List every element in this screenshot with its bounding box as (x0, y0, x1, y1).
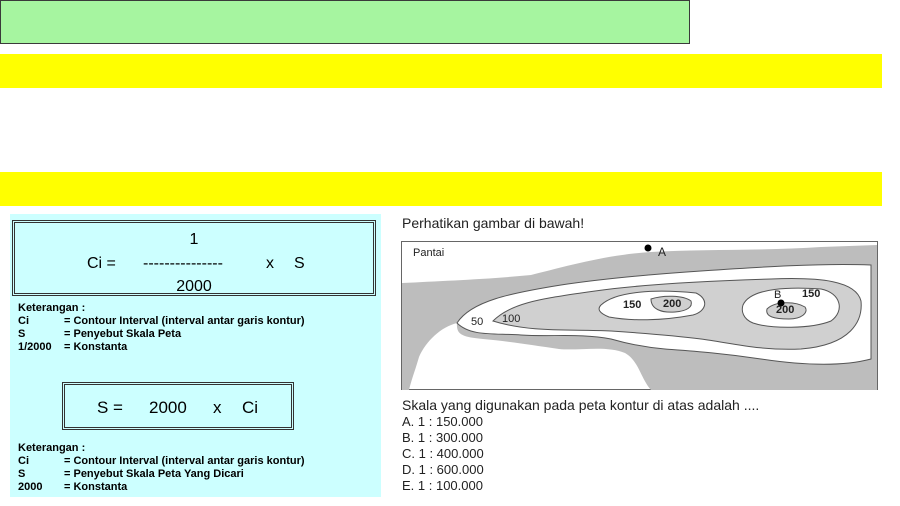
label-contour-200-west: 200 (663, 298, 682, 310)
formula-numerator: 1 (189, 231, 199, 248)
quiz-question: Skala yang digunakan pada peta kontur di atas adalah .... (402, 397, 760, 413)
label-pantai: Pantai (413, 247, 445, 259)
formula-panel (10, 214, 381, 497)
option-d: D. 1 : 600.000 (402, 462, 484, 477)
label-contour-50: 50 (471, 316, 484, 328)
contour-interval-formula-box (12, 220, 376, 296)
option-e: E. 1 : 100.000 (402, 478, 483, 493)
legend-row: 2000 = Konstanta (18, 481, 128, 493)
option-a: A. 1 : 150.000 (402, 414, 483, 429)
legend-title: Keterangan : (18, 442, 86, 454)
legend-title: Keterangan : (18, 302, 86, 314)
yellow-header-bar-bottom (0, 172, 882, 206)
option-c: C. 1 : 400.000 (402, 446, 484, 461)
label-point-b: B (774, 289, 782, 301)
legend-formula-2 (18, 442, 305, 494)
formula2-lhs: S = (97, 398, 123, 417)
legend-formula-1 (18, 302, 305, 354)
label-contour-200-east: 200 (776, 304, 795, 316)
yellow-header-bar-top (0, 54, 882, 88)
quiz-options (402, 414, 484, 494)
label-contour-150-west: 150 (623, 299, 642, 311)
formula2-constant: 2000 (149, 398, 187, 417)
green-title-bar (0, 0, 690, 44)
formula-fraction-line: --------------- (143, 255, 223, 272)
formula2-rhs: Ci (242, 398, 259, 417)
quiz-title: Perhatikan gambar di bawah! (402, 215, 585, 231)
scale-formula-box (62, 382, 294, 430)
legend-row: S = Penyebut Skala Peta (18, 328, 182, 340)
label-point-a: A (658, 245, 667, 259)
label-contour-100: 100 (502, 313, 521, 325)
formula-rhs: S (294, 255, 305, 272)
formula-times: x (266, 255, 274, 272)
formula-lhs: Ci = (87, 255, 116, 272)
legend-row: Ci = Contour Interval (interval antar garis kontur) (18, 455, 305, 467)
point-a-marker (645, 245, 652, 252)
contour-map (401, 241, 878, 390)
option-b: B. 1 : 300.000 (402, 430, 483, 445)
label-contour-150-east: 150 (802, 288, 821, 300)
formula2-times: x (213, 398, 222, 417)
legend-row: Ci = Contour Interval (interval antar garis kontur) (18, 315, 305, 327)
legend-row: 1/2000 = Konstanta (18, 341, 128, 353)
formula-denominator: 2000 (176, 278, 212, 295)
legend-row: S = Penyebut Skala Peta Yang Dicari (18, 468, 244, 480)
